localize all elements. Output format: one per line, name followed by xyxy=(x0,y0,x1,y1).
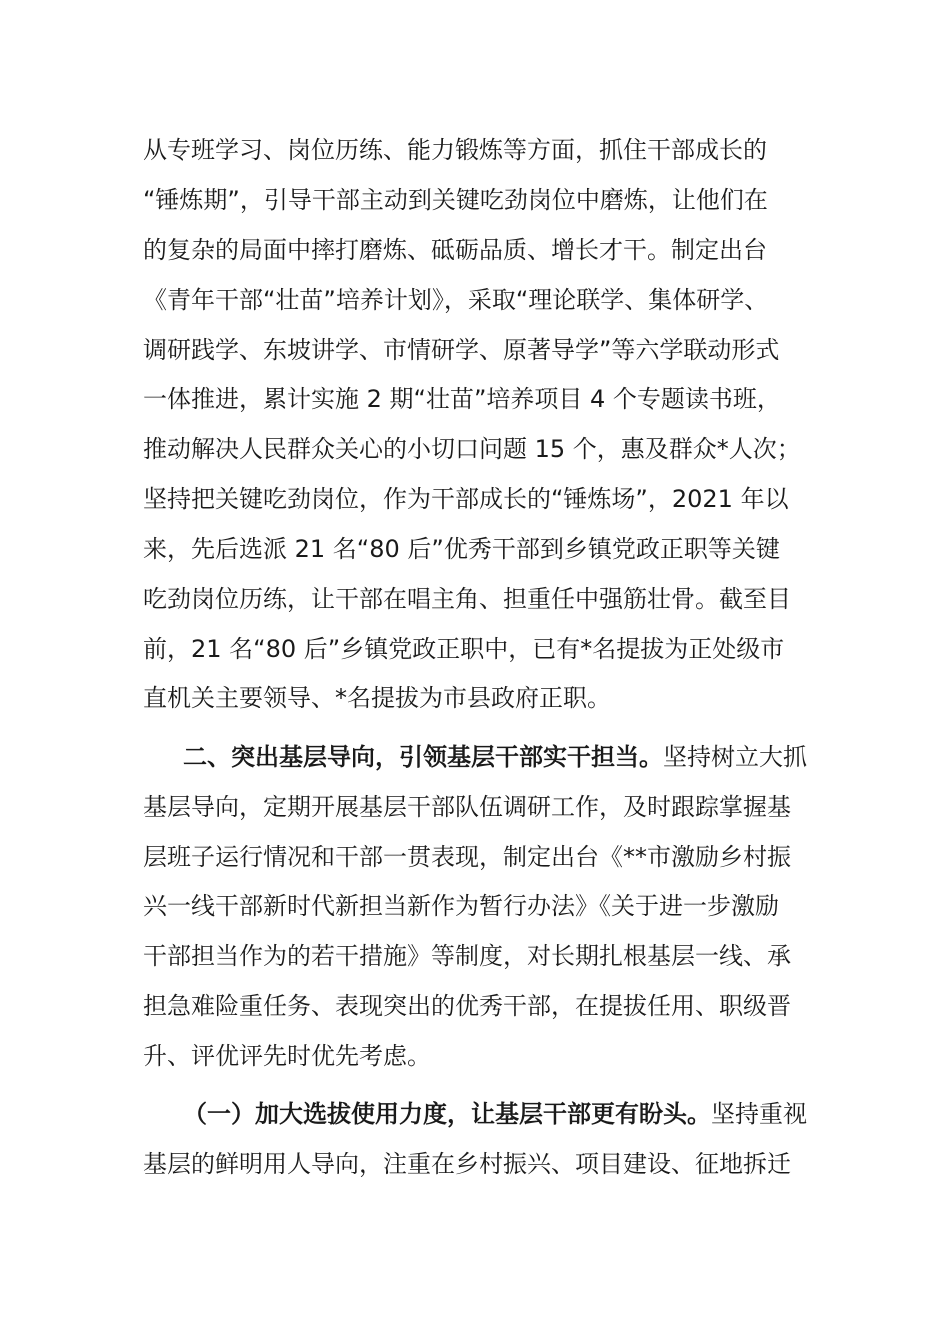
text-line: 前，21 名“80 后”乡镇党政正职中，已有*名提拔为正处级市 xyxy=(143,635,785,663)
text-line: 直机关主要领导、*名提拔为市县政府正职。 xyxy=(143,684,611,712)
section-heading: 二、突出基层导向，引领基层干部实干担当。 xyxy=(183,743,663,771)
text-line: 从专班学习、岗位历练、能力锻炼等方面，抓住干部成长的 xyxy=(143,136,767,164)
text-line: 兴一线干部新时代新担当新作为暂行办法》《关于进一步激励 xyxy=(143,892,779,920)
text-line: 层班子运行情况和干部一贯表现，制定出台《**市激励乡村振 xyxy=(143,843,791,871)
subsection-heading: （一）加大选拔使用力度，让基层干部更有盼头。 xyxy=(183,1100,711,1128)
text-line: 《青年干部“壮苗”培养计划》，采取“理论联学、集体研学、 xyxy=(143,286,769,314)
text-line: 基层的鲜明用人导向，注重在乡村振兴、项目建设、征地拆迁 xyxy=(143,1150,791,1178)
text-line: 吃劲岗位历练，让干部在唱主角、担重任中强筋壮骨。截至目 xyxy=(143,585,791,613)
text-line: 推动解决人民群众关心的小切口问题 15 个，惠及群众*人次； xyxy=(143,435,801,463)
text-line: 干部担当作为的若干措施》等制度，对长期扎根基层一线、承 xyxy=(143,942,791,970)
text-line: 升、评优评先时优先考虑。 xyxy=(143,1042,431,1070)
text-line: 的复杂的局面中摔打磨炼、砥砺品质、增长才干。制定出台 xyxy=(143,236,767,264)
text-line: 基层导向，定期开展基层干部队伍调研工作，及时跟踪掌握基 xyxy=(143,793,791,821)
text-line: 调研践学、东坡讲学、市情研学、原著导学”等六学联动形式 xyxy=(143,336,780,364)
text-line: 来，先后选派 21 名“80 后”优秀干部到乡镇党政正职等关键 xyxy=(143,535,780,563)
text-line: “锤炼期”，引导干部主动到关键吃劲岗位中磨炼，让他们在 xyxy=(143,186,768,214)
text-line: 一体推进，累计实施 2 期“壮苗”培养项目 4 个专题读书班， xyxy=(143,385,781,413)
section-heading-line: 二、突出基层导向，引领基层干部实干担当。坚持树立大抓 xyxy=(183,743,807,771)
subsection-heading-line: （一）加大选拔使用力度，让基层干部更有盼头。坚持重视 xyxy=(183,1100,807,1128)
text-line: 坚持把关键吃劲岗位，作为干部成长的“锤炼场”，2021 年以 xyxy=(143,485,789,513)
text-line: 担急难险重任务、表现突出的优秀干部，在提拔任用、职级晋 xyxy=(143,992,791,1020)
